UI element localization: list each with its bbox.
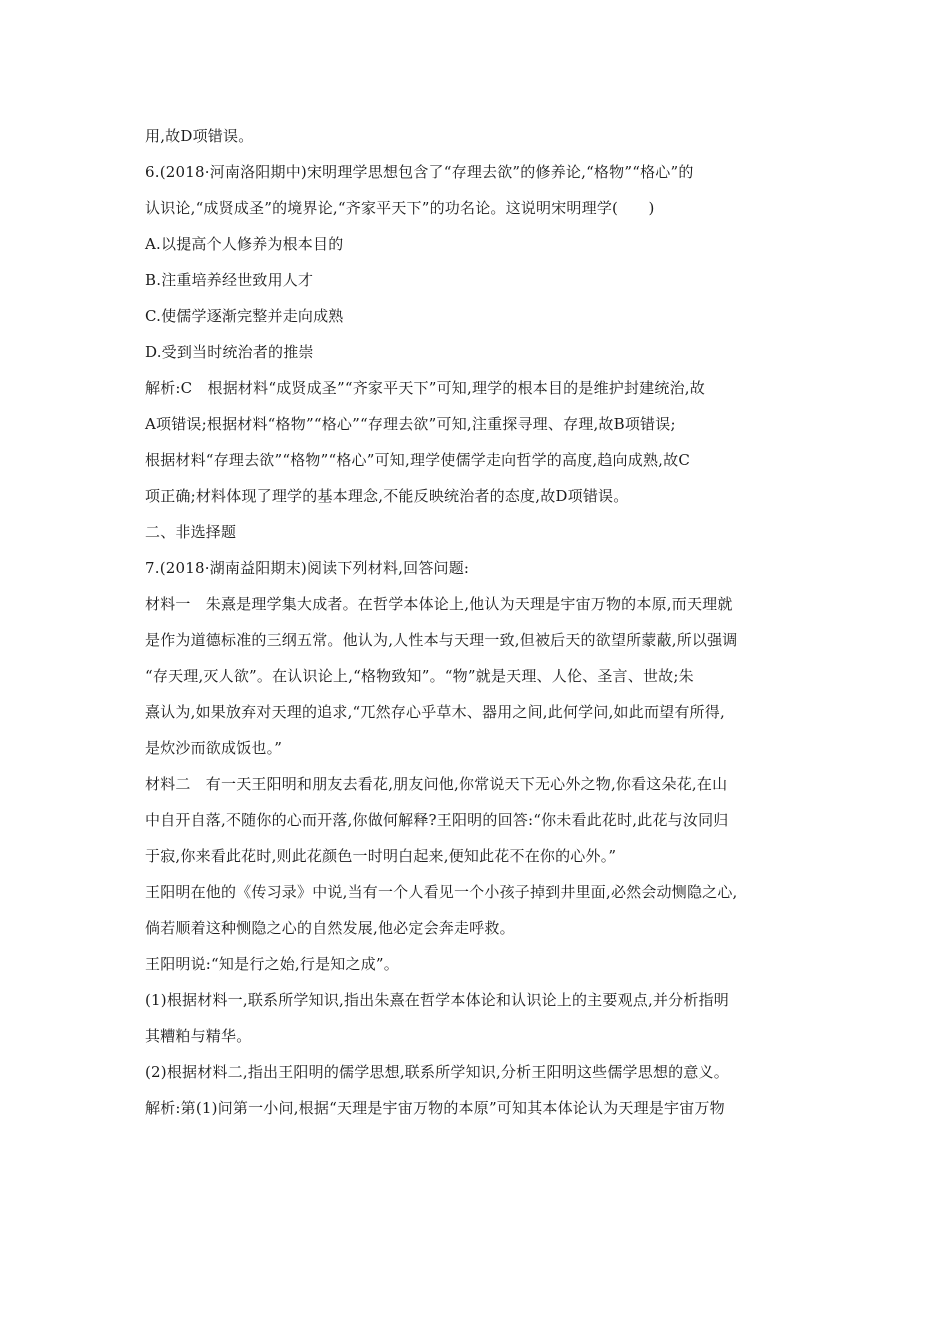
question-7-stem: 7.(2018·湖南益阳期末)阅读下列材料,回答问题: (145, 559, 470, 577)
sub-question-1: 其糟粕与精华。 (145, 1027, 252, 1045)
material-two: 王阳明说:“知是行之始,行是知之成”。 (145, 955, 399, 973)
material-two: 倘若顺着这种恻隐之心的自然发展,他必定会奔走呼救。 (145, 919, 515, 937)
option-c: C.使儒学逐渐完整并走向成熟 (145, 307, 344, 325)
question-6-stem: 6.(2018·河南洛阳期中)宋明理学思想包含了“存理去欲”的修养论,“格物”“格心”的 (145, 163, 694, 181)
sub-question-2: (2)根据材料二,指出王阳明的儒学思想,联系所学知识,分析王阳明这些儒学思想的意义。 (145, 1063, 729, 1081)
explanation-6: A项错误;根据材料“格物”“格心”“存理去欲”可知,注重探寻理、存理,故B项错误; (145, 415, 676, 433)
explanation-6: 根据材料“存理去欲”“格物”“格心”可知,理学使儒学走向哲学的高度,趋向成熟,故C (145, 451, 690, 469)
material-two: 于寂,你来看此花时,则此花颜色一时明白起来,便知此花不在你的心外。” (145, 847, 617, 865)
explanation-6: 项正确;材料体现了理学的基本理念,不能反映统治者的态度,故D项错误。 (145, 487, 629, 505)
material-one: 材料一 朱熹是理学集大成者。在哲学本体论上,他认为天理是宇宙万物的本原,而天理就 (145, 595, 733, 613)
option-a: A.以提高个人修养为根本目的 (145, 235, 344, 253)
material-one: 熹认为,如果放弃对天理的追求,“兀然存心乎草木、器用之间,此何学问,如此而望有所得, (145, 703, 725, 721)
explanation-7: 解析:第(1)问第一小问,根据“天理是宇宙万物的本原”可知其本体论认为天理是宇宙万物 (145, 1099, 725, 1117)
section-heading: 二、非选择题 (145, 523, 237, 541)
explanation-6: 解析:C 根据材料“成贤成圣”“齐家平天下”可知,理学的根本目的是维护封建统治,故 (145, 379, 705, 397)
material-two: 王阳明在他的《传习录》中说,当有一个人看见一个小孩子掉到井里面,必然会动恻隐之心, (145, 883, 738, 901)
material-one: 是炊沙而欲成饭也。” (145, 739, 283, 757)
material-one: “存天理,灭人欲”。在认识论上,“格物致知”。“物”就是天理、人伦、圣言、世故;朱 (145, 667, 694, 685)
material-two: 中自开自落,不随你的心而开落,你做何解释?王阳明的回答:“你未看此花时,此花与汝同归 (145, 811, 729, 829)
document-page (145, 118, 810, 1126)
option-b: B.注重培养经世致用人才 (145, 271, 314, 289)
option-d: D.受到当时统治者的推崇 (145, 343, 314, 361)
text-line: 用,故D项错误。 (145, 127, 254, 145)
material-two: 材料二 有一天王阳明和朋友去看花,朋友问他,你常说天下无心外之物,你看这朵花,在山 (145, 775, 728, 793)
sub-question-1: (1)根据材料一,联系所学知识,指出朱熹在哲学本体论和认识论上的主要观点,并分析指明 (145, 991, 729, 1009)
material-one: 是作为道德标准的三纲五常。他认为,人性本与天理一致,但被后天的欲望所蒙蔽,所以强调 (145, 631, 738, 649)
question-6-stem: 认识论,“成贤成圣”的境界论,“齐家平天下”的功名论。这说明宋明理学( ) (145, 199, 655, 217)
